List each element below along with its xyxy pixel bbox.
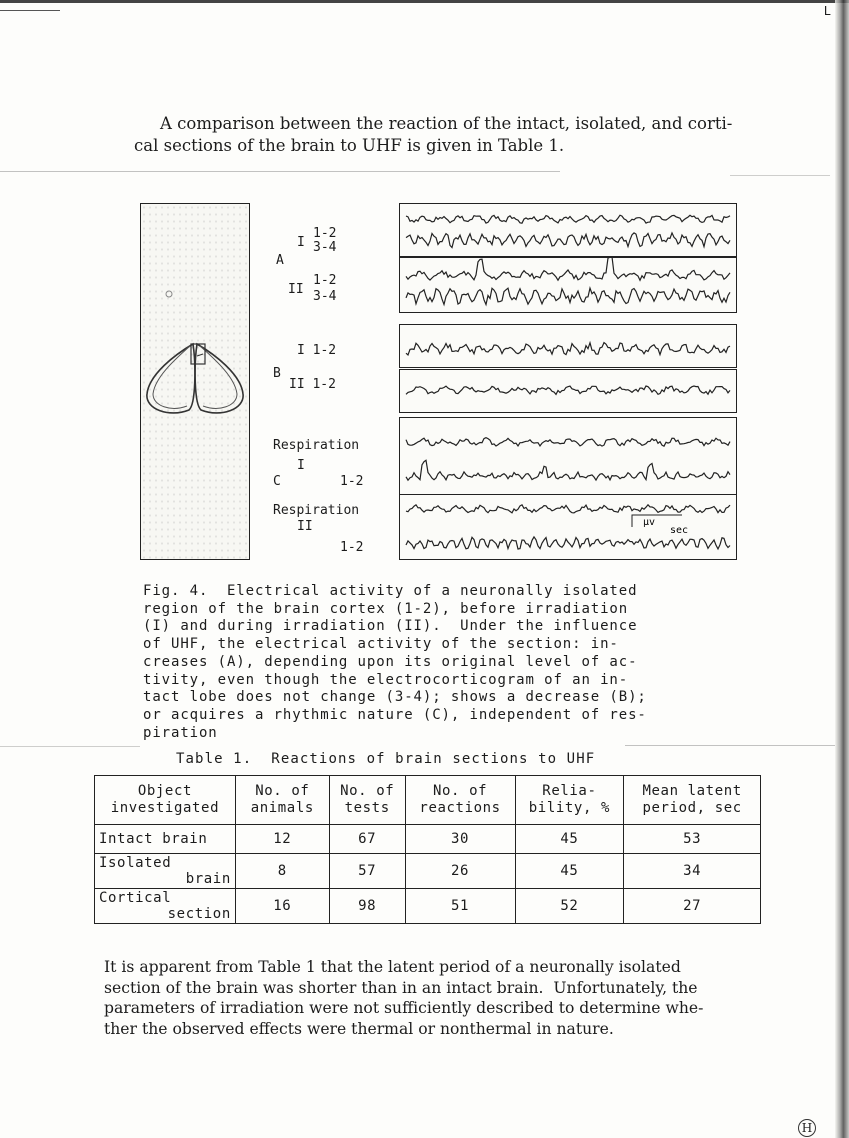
label-C-I-12: 1-2 (340, 474, 364, 489)
scale-sec-label: sec (670, 525, 689, 536)
label-A-I-12: 1-2 (313, 226, 337, 241)
caption-line: region of the brain cortex (1-2), before irradiation (143, 600, 629, 617)
corner-mark: L (823, 4, 831, 18)
cell-animals: 12 (235, 825, 329, 854)
table-row (95, 889, 761, 924)
scan-rule (0, 746, 140, 747)
cell-latent: 34 (624, 854, 761, 889)
cell-object: Isolated brain (95, 854, 236, 889)
label-C-respiration-2: Respiration (273, 503, 360, 518)
caption-line: tivity, even though the electrocorticogram of an in- (143, 671, 629, 688)
caption-line: piration (143, 724, 218, 741)
page-number: H (798, 1119, 816, 1137)
reactions-table (94, 775, 761, 924)
col-header-latent: Mean latent period, sec (624, 776, 761, 825)
scale-uv-label: μv (643, 517, 656, 528)
figure-caption (143, 583, 703, 742)
trace-panel-B-I (399, 324, 737, 368)
eeg-trace-C-I (400, 418, 736, 494)
brain-outline-drawing (141, 204, 249, 559)
caption-line: Fig. 4. Electrical activity of a neuronally isolated (143, 583, 638, 599)
caption-line: of UHF, the electrical activity of the section: in- (143, 636, 619, 653)
cell-reliability: 45 (515, 854, 624, 889)
col-header-animals: No. of animals (235, 776, 329, 825)
caption-line: (I) and during irradiation (II). Under the influence (143, 618, 638, 635)
table-title: Table 1. Reactions of brain sections to UHF (176, 751, 596, 767)
eeg-trace-A-I (400, 204, 736, 256)
label-A: A (276, 253, 284, 268)
label-B-I: I 1-2 (297, 343, 337, 358)
intro-line-2: cal sections of the brain to UHF is given in Table 1. (134, 136, 565, 155)
eeg-trace-B-I (400, 325, 736, 367)
cell-latent: 27 (624, 889, 761, 924)
brain-diagram-panel (140, 203, 250, 560)
label-A-I-34: 3-4 (313, 240, 337, 255)
cell-tests: 98 (329, 889, 405, 924)
label-A-II-34: 3-4 (313, 289, 337, 304)
top-edge-mark (0, 10, 60, 11)
label-A-II: II (288, 282, 304, 297)
label-C-respiration-1: Respiration (273, 438, 360, 453)
label-C-I: I (297, 458, 305, 473)
col-header-object: Object investigated (95, 776, 236, 825)
intro-line-1: A comparison between the reaction of the intact, isolated, and corti- (160, 114, 733, 133)
label-C-II: II (297, 519, 313, 534)
cell-tests: 57 (329, 854, 405, 889)
cell-animals: 8 (235, 854, 329, 889)
scan-rule (625, 745, 835, 746)
eeg-trace-B-II (400, 370, 736, 412)
cell-reliability: 45 (515, 825, 624, 854)
caption-line: tact lobe does not change (3-4); shows a decrease (B); (143, 689, 647, 706)
conclusion-line: section of the brain was shorter than in an intact brain. Unfortunately, the (104, 978, 698, 997)
col-header-reliability: Relia- bility, % (515, 776, 624, 825)
label-A-II-12: 1-2 (313, 273, 337, 288)
trace-panel-A-II (399, 257, 737, 313)
cell-reactions: 30 (405, 825, 515, 854)
trace-panel-C-I (399, 417, 737, 495)
label-C: C (273, 474, 281, 489)
label-B-II: II 1-2 (289, 377, 336, 392)
eeg-trace-C-II (400, 495, 736, 559)
conclusion-line: ther the observed effects were thermal or nonthermal in nature. (104, 1019, 614, 1038)
cell-reactions: 51 (405, 889, 515, 924)
caption-line: creases (A), depending upon its original level of ac- (143, 653, 638, 670)
label-A-I: I (297, 235, 305, 250)
cell-tests: 67 (329, 825, 405, 854)
scan-rule (730, 175, 830, 176)
conclusion-line: parameters of irradiation were not sufficiently described to determine whe- (104, 999, 704, 1018)
col-header-reactions: No. of reactions (405, 776, 515, 825)
cell-reliability: 52 (515, 889, 624, 924)
cell-latent: 53 (624, 825, 761, 854)
table-header-row (95, 776, 761, 825)
col-header-tests: No. of tests (329, 776, 405, 825)
top-edge-line (0, 0, 849, 3)
scan-rule (0, 171, 560, 172)
table-row (95, 854, 761, 889)
cell-object: Cortical section (95, 889, 236, 924)
trace-panel-C-II (399, 494, 737, 560)
cell-animals: 16 (235, 889, 329, 924)
cell-object: Intact brain (95, 825, 236, 854)
conclusion-line: It is apparent from Table 1 that the latent period of a neuronally isolated (104, 958, 681, 976)
table-row (95, 825, 761, 854)
scan-edge-shadow (835, 0, 849, 1138)
intro-paragraph (104, 113, 764, 157)
eeg-trace-A-II (400, 258, 736, 312)
cell-reactions: 26 (405, 854, 515, 889)
label-C-II-12: 1-2 (340, 540, 364, 555)
label-B: B (273, 366, 281, 381)
trace-panel-B-II (399, 369, 737, 413)
caption-line: or acquires a rhythmic nature (C), independent of res- (143, 706, 647, 723)
conclusion-paragraph (104, 957, 764, 1039)
trace-panel-A-I (399, 203, 737, 257)
